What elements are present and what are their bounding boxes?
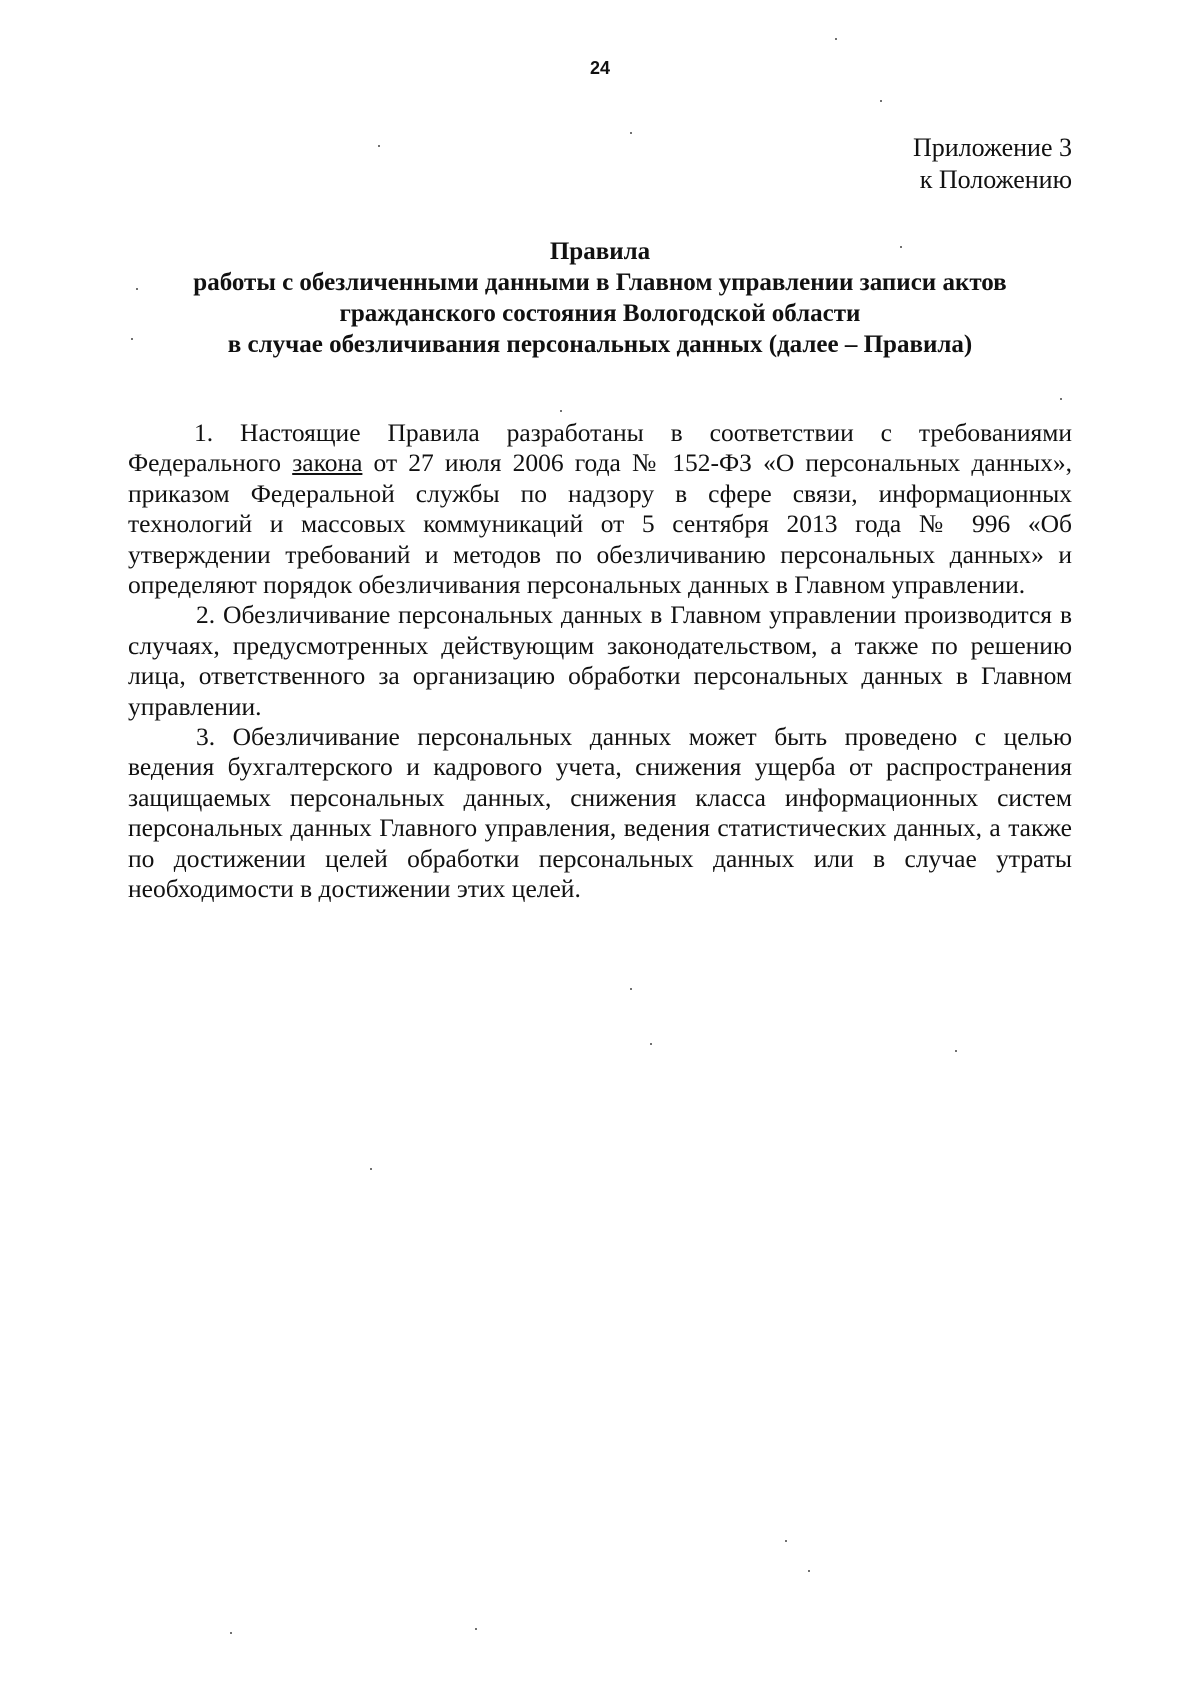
appendix-reference (913, 132, 1072, 196)
document-title (130, 236, 1070, 360)
paragraph-1 (128, 418, 1072, 600)
appendix-line-1: Приложение 3 (912, 133, 1072, 162)
scan-speck (131, 338, 133, 340)
scan-speck (630, 132, 632, 134)
scan-speck (378, 145, 380, 147)
scan-speck (370, 1168, 372, 1170)
scan-speck (475, 1628, 477, 1630)
scan-speck (230, 1632, 232, 1634)
paragraph-3: 3. Обезличивание персональных данных может быть проведено с целью ведения бухгалтерского и кадрового учета, снижения ущерба от распространения защищаемых персональных данных, снижения класса информационных систем персональных данных Главного управления, ведения статистических данных, а также по достижении целей обработки персональных данных или в случае утраты необходимости в достижении этих целей. (128, 722, 1072, 904)
title-line-4: в случае обезличивания персональных данных (далее – Правила) (227, 331, 973, 358)
scan-speck (560, 410, 562, 412)
scan-speck (630, 988, 632, 990)
scan-speck (1060, 398, 1062, 400)
paragraph-1-text-b: от 27 июля 2006 года № 152-ФЗ «О персональных данных», приказом Федеральной службы по надзору в сфере связи, информационных технологий и массовых коммуникаций от 5 сентября 2013 года № 996 «Об утверждении требований и методов по обезличиванию персональных данных» и определяют порядок обезличивания персональных данных в Главном управлении. (128, 448, 1073, 600)
scan-speck (136, 288, 138, 290)
title-line-2: работы с обезличенными данными в Главном управлении записи актов (193, 269, 1007, 296)
title-line-3: гражданского состояния Вологодской области (339, 300, 861, 327)
scan-speck (650, 1043, 652, 1045)
scan-speck (785, 1540, 787, 1542)
document-body (128, 418, 1072, 905)
paragraph-2: 2. Обезличивание персональных данных в Главном управлении производится в случаях, предусмотренных действующим законодательством, а также по решению лица, ответственного за организацию обработки персональных данных в Главном управлении. (128, 600, 1072, 721)
scan-speck (835, 38, 837, 40)
paragraph-1-text-a: 1. Настоящие Правила разработаны в соответствии с требованиями Федерального (128, 418, 1072, 478)
scan-speck (955, 1050, 957, 1052)
appendix-line-2: к Положению (919, 165, 1072, 194)
scan-speck (880, 100, 882, 102)
scan-speck (808, 1570, 810, 1572)
law-link[interactable]: закона (292, 448, 363, 478)
title-line-1: Правила (549, 238, 651, 265)
page-number: 24 (589, 58, 611, 78)
scan-speck (900, 246, 902, 248)
